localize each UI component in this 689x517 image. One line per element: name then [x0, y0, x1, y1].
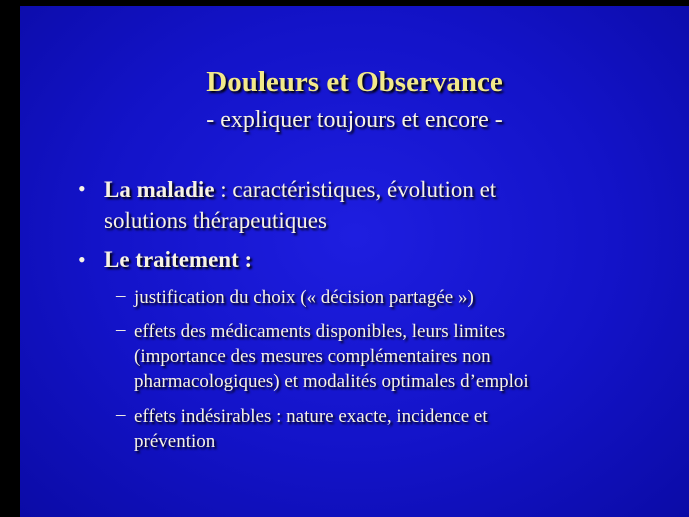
sub-item-line: pharmacologiques) et modalités optimales d’emploi: [134, 371, 529, 392]
bullet-item-traitement: [104, 244, 252, 275]
sub-item-line: justification du choix (« décision partagée »): [134, 287, 474, 308]
sub-item-indesirables: [134, 404, 488, 454]
bullet-text: : caractéristiques, évolution et: [214, 177, 497, 202]
dash-icon: –: [116, 319, 126, 340]
sub-item-line: effets indésirables : nature exacte, incidence et: [134, 406, 488, 427]
bullet-icon: •: [78, 247, 86, 272]
bullet-icon: •: [78, 176, 86, 201]
slide-title: Douleurs et Observance: [206, 66, 503, 98]
sub-item-line: prévention: [134, 431, 216, 452]
slide: [20, 6, 689, 517]
bullet-bold-label: Le traitement :: [104, 247, 253, 272]
sub-item-effets: [134, 319, 529, 394]
slide-subtitle: - expliquer toujours et encore -: [206, 107, 503, 133]
dash-icon: –: [116, 404, 126, 425]
bullet-item-maladie: [104, 174, 496, 236]
dash-icon: –: [116, 285, 126, 306]
bullet-bold-label: La maladie: [104, 177, 215, 202]
sub-item-justification: [134, 285, 474, 310]
bullet-text: solutions thérapeutiques: [104, 208, 327, 233]
sub-item-line: effets des médicaments disponibles, leurs limites: [134, 321, 506, 342]
sub-item-line: (importance des mesures complémentaires non: [134, 346, 491, 367]
